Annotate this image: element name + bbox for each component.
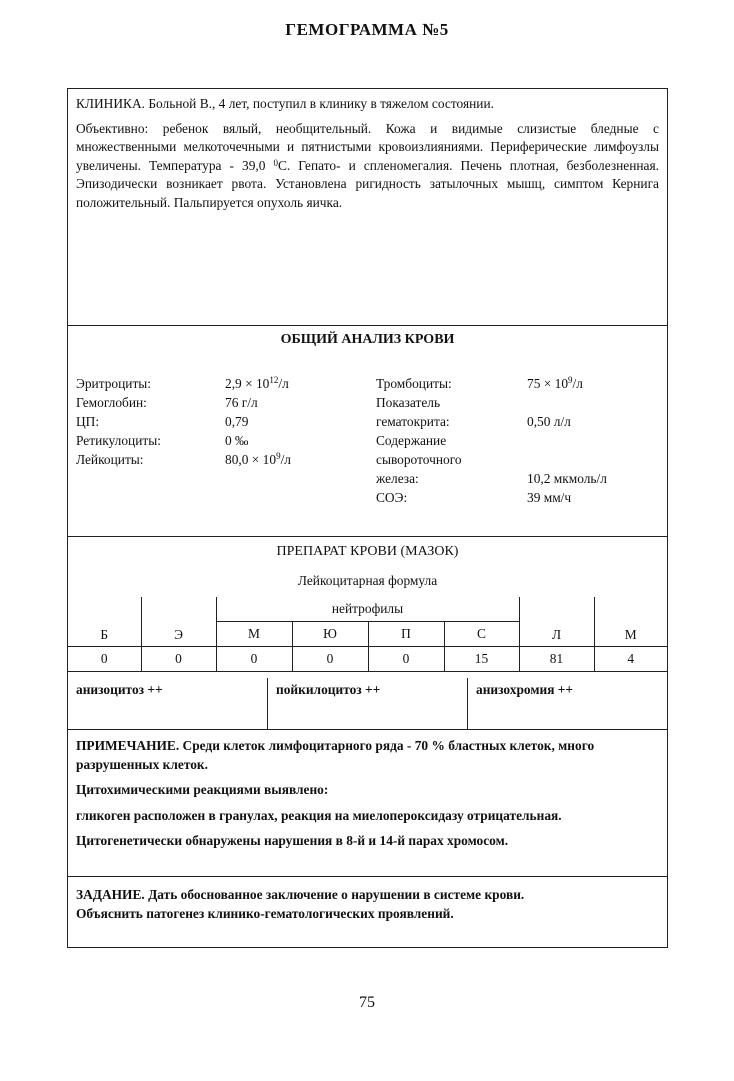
task-section <box>68 879 667 923</box>
blood-label: Показатель <box>376 395 441 410</box>
table-row <box>68 597 667 622</box>
blood-value: $80,0 \times 10^9/л$ <box>225 451 291 467</box>
blood-value <box>527 393 657 412</box>
divider-morphology <box>68 729 667 730</box>
table-cell: 15 <box>444 647 519 672</box>
table-cell: 0 <box>292 647 368 672</box>
clinic-intro: КЛИНИКА. Больной В., 4 лет, поступил в клинику в тяжелом состоянии. <box>76 96 494 111</box>
morphology-cell: пойкилоцитоз ++ <box>268 678 468 729</box>
blood-label: гематокрита: <box>376 414 450 429</box>
leukocyte-formula-table <box>68 597 667 672</box>
divider-clinic <box>68 325 667 326</box>
page-title: ГЕМОГРАММА №5 <box>285 20 449 39</box>
column-header: М <box>216 622 292 647</box>
smear-heading: ПРЕПАРАТ КРОВИ (МАЗОК) <box>276 544 459 559</box>
column-header: Э <box>141 597 216 647</box>
morphology-cell: анизохромия ++ <box>476 682 574 697</box>
table-cell: 0 <box>216 647 292 672</box>
note-line: Цитогенетически обнаружены нарушения в 8-й и 14-й парах хромосом. <box>76 833 509 848</box>
blood-right-labels <box>376 374 526 507</box>
blood-left-values <box>225 374 365 469</box>
divider-note <box>68 876 667 877</box>
blood-label: Лейкоциты: <box>76 452 144 467</box>
blood-value: $75 \times 10^9/л$ <box>527 375 583 391</box>
column-header: Ю <box>292 622 368 647</box>
blood-label: СОЭ: <box>376 490 408 505</box>
blood-value: 0,79 <box>225 414 249 429</box>
blood-label: ЦП: <box>76 414 100 429</box>
table-cell: 0 <box>141 647 216 672</box>
blood-label: Тромбоциты: <box>376 376 452 391</box>
table-cell: 0 <box>368 647 444 672</box>
objective-text-end: С. Гепато- и спленомегалия. Печень плотная, безболезненная. Эпизодически возникает рвота. Установлена ригидность затылочных мышц, симптом Кернига положительный. Пальпируется опухоль яичка. <box>76 157 660 210</box>
smear-subheading: Лейкоцитарная формула <box>297 573 438 588</box>
page-number: 75 <box>359 994 375 1011</box>
blood-right-values <box>527 374 657 507</box>
column-header: С <box>444 622 519 647</box>
hemogram-card <box>67 88 668 948</box>
objective-text-start: Объективно: ребенок вялый, необщительный. Кожа и видимые слизистые бледные с множественными мелкоточечными и пятнистыми кровоизлияниями. Периферические лимфоузлы увеличены. Температура - 39,0 <box>76 120 659 173</box>
column-header: Л <box>519 597 594 647</box>
task-line: Объяснить патогенез клинико-гематологических проявлений. <box>76 906 454 921</box>
blood-value: 76 г/л <box>225 395 258 410</box>
note-section <box>68 731 667 858</box>
neutrophils-header: нейтрофилы <box>216 597 519 622</box>
note-line: Цитохимическими реакциями выявлено: <box>76 782 329 797</box>
task-line: ЗАДАНИЕ. Дать обоснованное заключение о нарушении в системе крови. <box>76 887 525 902</box>
clinic-section <box>68 89 667 216</box>
morphology-cell: анизоцитоз ++ <box>68 678 268 729</box>
blood-value <box>527 431 657 450</box>
blood-value <box>527 450 657 469</box>
table-row <box>68 647 667 672</box>
blood-value: 0 ‰ <box>225 433 249 448</box>
note-line: гликоген расположен в гранулах, реакция на миелопероксидазу отрицательная. <box>76 807 562 823</box>
column-header: Б <box>68 597 141 647</box>
blood-label: сывороточного <box>376 452 462 467</box>
blood-value: 10,2 мкмоль/л <box>527 471 607 486</box>
blood-value: 39 мм/ч <box>527 490 572 505</box>
blood-value: $2,9 \times 10^{12}/л$ <box>225 375 289 391</box>
blood-heading: ОБЩИЙ АНАЛИЗ КРОВИ <box>280 332 455 347</box>
blood-label: железа: <box>376 471 419 486</box>
degree-mark: 0 <box>273 157 278 168</box>
clinic-objective <box>76 120 659 213</box>
morphology-row <box>68 678 667 729</box>
table-cell: 4 <box>594 647 667 672</box>
blood-label: Эритроциты: <box>76 376 152 391</box>
table-cell: 0 <box>68 647 141 672</box>
blood-value: 0,50 л/л <box>527 414 571 429</box>
column-header: М <box>594 597 667 647</box>
blood-label: Ретикулоциты: <box>76 433 161 448</box>
blood-left-labels <box>76 374 226 469</box>
divider-blood <box>68 536 667 537</box>
column-header: П <box>368 622 444 647</box>
note-line: ПРИМЕЧАНИЕ. Среди клеток лимфоцитарного ряда - 70 % бластных клеток, много разрушенных клеток. <box>76 738 595 772</box>
blood-label: Гемоглобин: <box>76 395 147 410</box>
table-cell: 81 <box>519 647 594 672</box>
blood-label: Содержание <box>376 433 447 448</box>
